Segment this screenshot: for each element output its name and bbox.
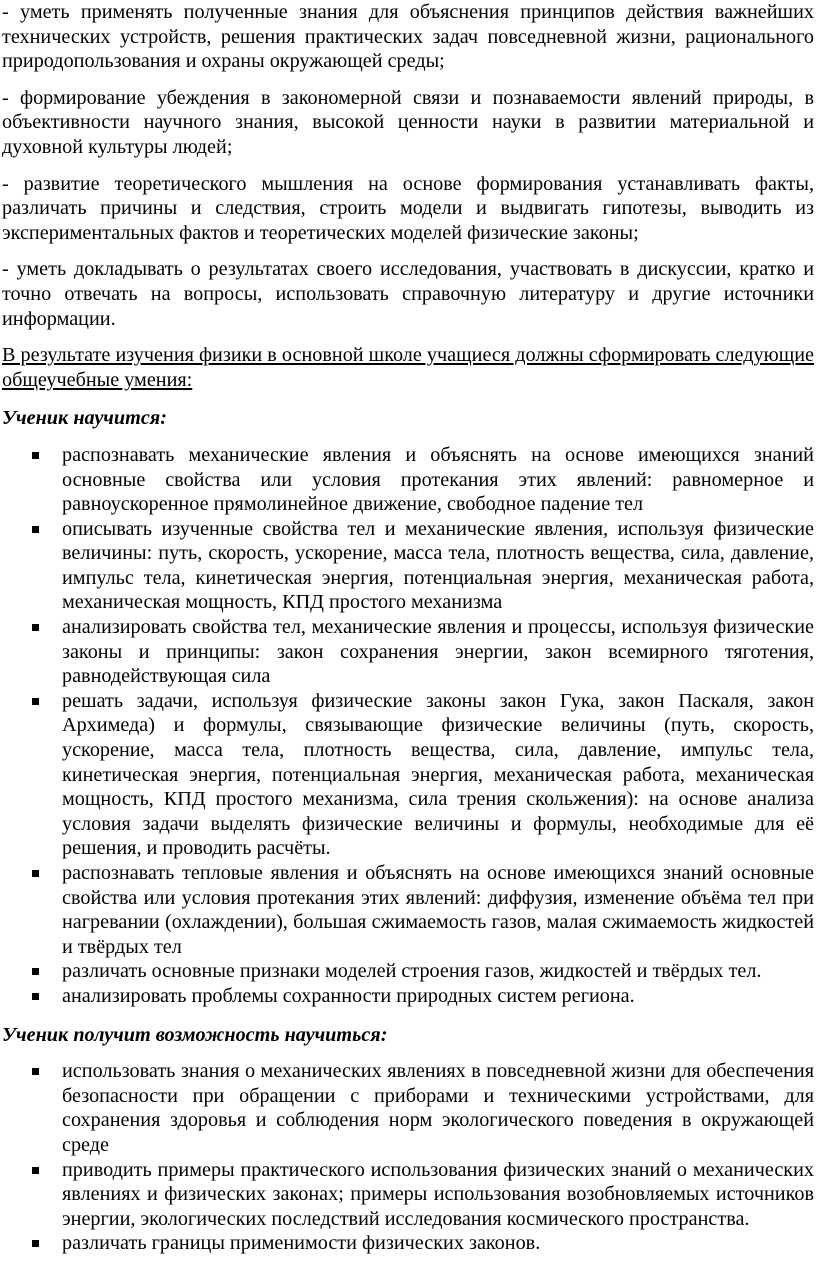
list-item-text: распознавать механические явления и объяснять на основе имеющихся знаний основные свойства или условия протекания этих явлений: равномерное и равноускоренное прямолинейное движение, свободное падение тел xyxy=(62,443,814,516)
list-item xyxy=(2,1158,814,1232)
square-bullet-icon xyxy=(32,624,39,631)
will-learn-list xyxy=(2,443,814,1009)
list-item xyxy=(2,959,814,984)
square-bullet-icon xyxy=(32,993,39,1000)
list-item-text: приводить примеры практического использования физических знаний о механических явлениях и физических законах; примеры использования возобновляемых источников энергии, экологических последствий исследования космического пространства. xyxy=(62,1158,814,1230)
intro-paragraph-1: - уметь применять полученные знания для объяснения принципов действия важнейших технических устройств, решения практических задач повседневной жизни, рационального природопользования и охраны окружающей среды; xyxy=(2,1,814,73)
list-item xyxy=(2,861,814,959)
square-bullet-icon xyxy=(32,870,39,877)
opportunity-list xyxy=(2,1059,814,1256)
square-bullet-icon xyxy=(32,1068,39,1075)
list-item-text: различать границы применимости физических законов. xyxy=(62,1232,541,1255)
intro-paragraph-2: - формирование убеждения в закономерной связи и познаваемости явлений природы, в объективности научного знания, высокой ценности науки в развитии материальной и духовной культуры людей; xyxy=(2,86,814,158)
intro-paragraph-3: - развитие теоретического мышления на основе формирования устанавливать факты, различать причины и следствия, строить модели и выдвигать гипотезы, выводить из экспериментальных фактов и теоретических моделей физические законы; xyxy=(2,172,814,244)
list-item xyxy=(2,517,814,615)
list-item-text: решать задачи, используя физические законы закон Гука, закон Паскаля, закон Архимеда) и формулы, связывающие физические величины (путь, скорость, ускорение, масса тела, плотность вещества, сила, давление, импульс тела, кинетическая энергия, потенциальная энергия, механическая работа, механическая мощность, КПД простого механизма, сила трения скольжения): на основе анализа условия задачи выделять физические величины и формулы, необходимые для её решения, и проводить расчёты. xyxy=(62,689,814,860)
square-bullet-icon xyxy=(32,1240,39,1247)
list-item-text: использовать знания о механических явлениях в повседневной жизни для обеспечения безопасности при обращении с приборами и техническими устройствами, для сохранения здоровья и соблюдения норм экологического поведения в окружающей среде xyxy=(62,1060,814,1156)
list-item-text: описывать изученные свойства тел и механические явления, используя физические величины: путь, скорость, ускорение, масса тела, плотность вещества, сила, давление, импульс тела, кинетическая энергия, потенциальная энергия, механическая работа, механическая мощность, КПД простого механизма xyxy=(62,517,814,614)
list-item xyxy=(2,689,814,861)
list-item xyxy=(2,1231,814,1256)
section-heading-opportunity: Ученик получит возможность научиться: xyxy=(2,1023,388,1046)
square-bullet-icon xyxy=(32,698,39,705)
intro-paragraph-4: - уметь докладывать о результатах своего исследования, участвовать в дискуссии, кратко и точно отвечать на вопросы, использовать справочную литературу и другие источники информации. xyxy=(2,258,814,330)
list-item xyxy=(2,615,814,689)
list-item-text: распознавать тепловые явления и объяснять на основе имеющихся знаний основные свойства или условия протекания этих явлений: диффузия, изменение объёма тел при нагревании (охлаждении), большая сжимаемость газов, малая сжимаемость жидкостей и твёрдых тел xyxy=(62,862,814,958)
square-bullet-icon xyxy=(32,526,39,533)
underlined-statement: В результате изучения физики в основной школе учащиеся должны сформировать следующие общеучебные умения: xyxy=(2,344,814,391)
square-bullet-icon xyxy=(32,1167,39,1174)
list-item-text: различать основные признаки моделей строения газов, жидкостей и твёрдых тел. xyxy=(62,960,762,983)
section-heading-will-learn: Ученик научится: xyxy=(2,407,167,430)
list-item xyxy=(2,984,814,1009)
square-bullet-icon xyxy=(32,452,39,459)
square-bullet-icon xyxy=(32,968,39,975)
list-item-text: анализировать проблемы сохранности природных систем региона. xyxy=(62,984,635,1007)
list-item xyxy=(2,443,814,517)
list-item-text: анализировать свойства тел, механические явления и процессы, используя физические законы и принципы: закон сохранения энергии, закон всемирного тяготения, равнодействующая сила xyxy=(62,616,814,688)
list-item xyxy=(2,1059,814,1157)
